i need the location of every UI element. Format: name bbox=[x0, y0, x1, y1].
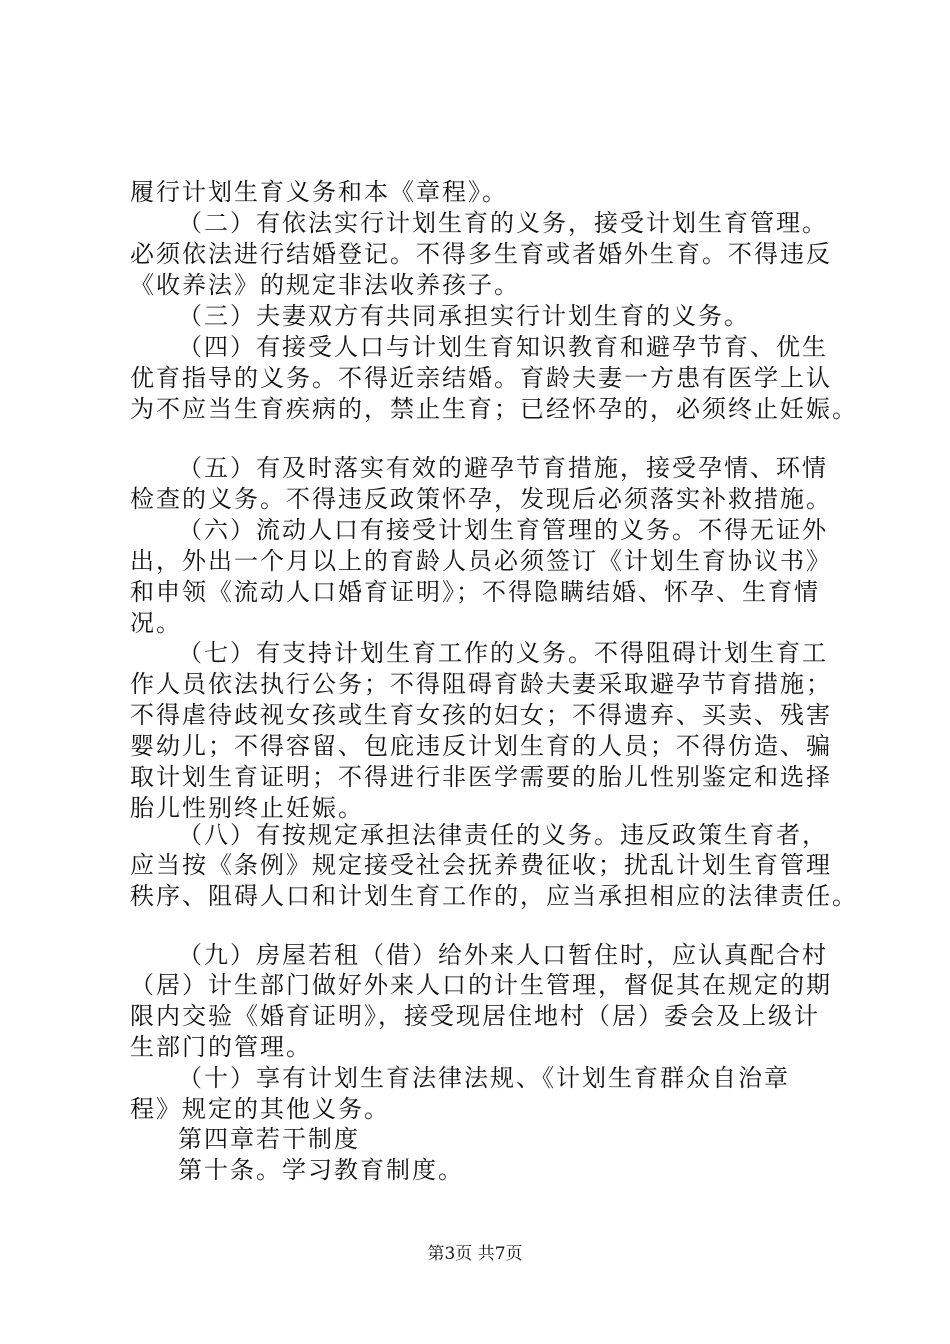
text-line: 作人员依法执行公务；不得阻碍育龄夫妻采取避孕节育措施； bbox=[130, 670, 832, 698]
text-line: （九）房屋若租（借）给外来人口暂住时，应认真配合村 bbox=[178, 941, 828, 969]
text-line: 胎儿性别终止妊娠。 bbox=[130, 794, 364, 822]
text-line: 取计划生育证明；不得进行非医学需要的胎儿性别鉴定和选择 bbox=[130, 763, 832, 791]
text-line: （三）夫妻双方有共同承担实行计划生育的义务。 bbox=[178, 302, 750, 330]
text-line: （五）有及时落实有效的避孕节育措施，接受孕情、环情 bbox=[178, 454, 828, 482]
text-line: （居）计生部门做好外来人口的计生管理，督促其在规定的期 bbox=[130, 971, 832, 999]
text-line: 为不应当生育疾病的，禁止生育；已经怀孕的，必须终止妊娠。 bbox=[130, 395, 858, 423]
text-line: 不得虐待歧视女孩或生育女孩的妇女；不得遗弃、买卖、残害 bbox=[130, 701, 832, 729]
text-line: （十）享有计划生育法律法规、《计划生育群众自治章 bbox=[178, 1064, 790, 1092]
text-line: 限内交验《婚育证明》，接受现居住地村（居）委会及上级计 bbox=[130, 1002, 820, 1030]
text-line: 婴幼儿；不得容留、包庇违反计划生育的人员；不得仿造、骗 bbox=[130, 732, 832, 760]
text-line: 必须依法进行结婚登记。不得多生育或者婚外生育。不得违反 bbox=[130, 240, 832, 268]
text-line: 第十条。学习教育制度。 bbox=[178, 1156, 464, 1184]
text-line: （四）有接受人口与计划生育知识教育和避孕节育、优生 bbox=[178, 333, 828, 361]
text-line: 和申领《流动人口婚育证明》；不得隐瞒结婚、怀孕、生育情 bbox=[130, 578, 820, 606]
text-line: 优育指导的义务。不得近亲结婚。育龄夫妻一方患有医学上认 bbox=[130, 364, 832, 392]
text-line: （八）有按规定承担法律责任的义务。违反政策生育者， bbox=[178, 821, 828, 849]
text-line: 况。 bbox=[130, 609, 182, 637]
text-line: 秩序、阻碍人口和计划生育工作的，应当承担相应的法律责任。 bbox=[130, 882, 858, 910]
text-line: （六）流动人口有接受计划生育管理的义务。不得无证外 bbox=[178, 516, 828, 544]
page-footer: 第3页 共7页 bbox=[427, 1244, 523, 1264]
text-line: 生部门的管理。 bbox=[130, 1033, 312, 1061]
text-line: 《收养法》的规定非法收养孩子。 bbox=[130, 271, 520, 299]
text-line: 检查的义务。不得违反政策怀孕，发现后必须落实补救措施。 bbox=[130, 485, 832, 513]
text-line: 应当按《条例》规定接受社会抚养费征收；扰乱计划生育管理 bbox=[130, 851, 832, 879]
text-line: 出，外出一个月以上的育龄人员必须签订《计划生育协议书》 bbox=[130, 547, 832, 575]
text-line: （二）有依法实行计划生育的义务，接受计划生育管理。 bbox=[178, 209, 828, 237]
text-line: 程》规定的其他义务。 bbox=[130, 1095, 390, 1123]
text-line: （七）有支持计划生育工作的义务。不得阻碍计划生育工 bbox=[178, 639, 828, 667]
section-heading: 第四章若干制度 bbox=[178, 1125, 360, 1153]
text-line: 履行计划生育义务和本《章程》。 bbox=[130, 178, 508, 206]
